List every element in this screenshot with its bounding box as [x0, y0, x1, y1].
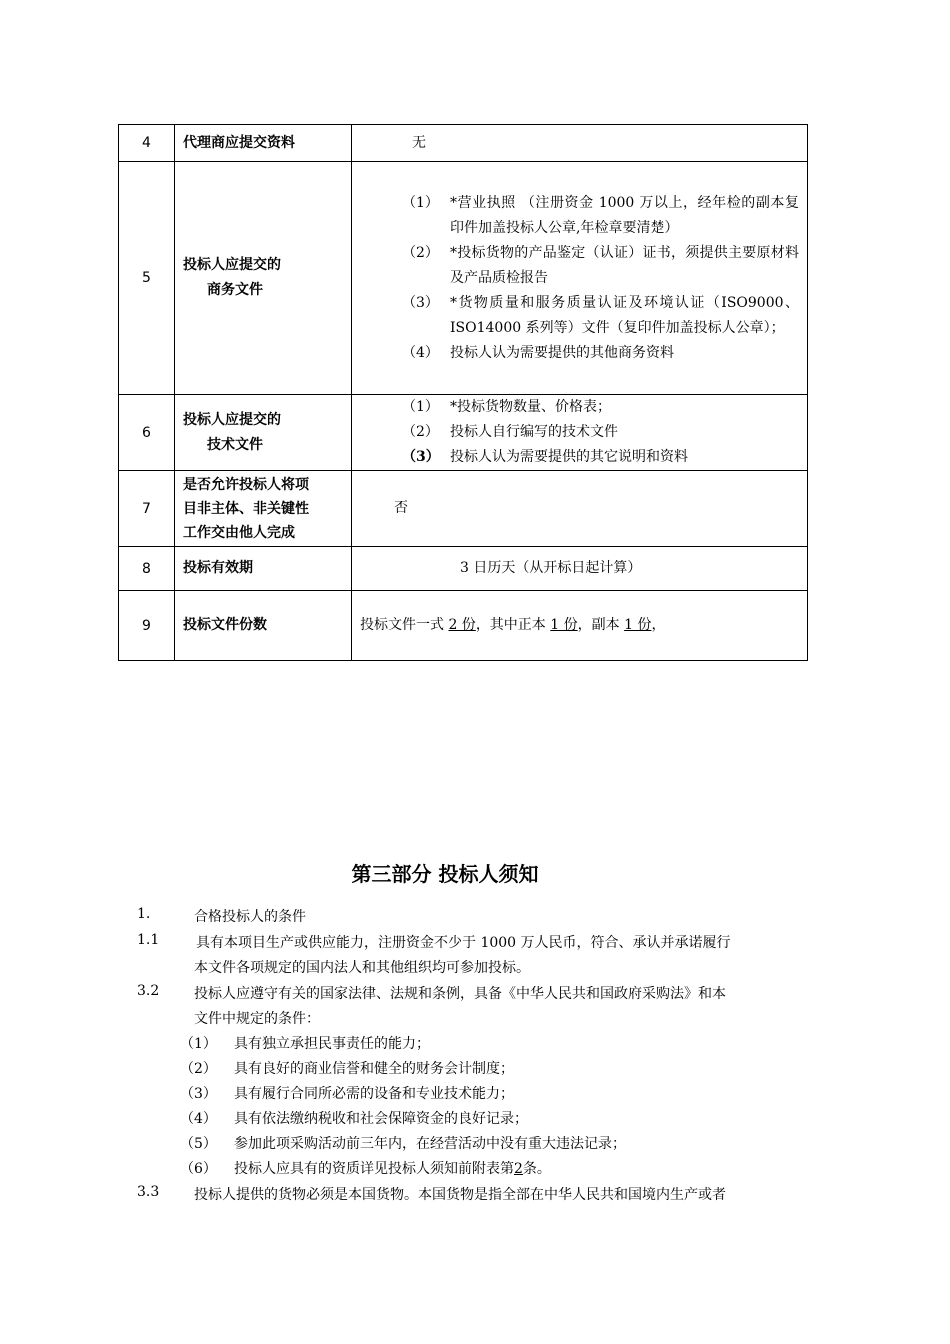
table-row — [119, 547, 808, 591]
table-row — [119, 591, 808, 661]
row-number: 8 — [119, 547, 175, 591]
list-item-mark: （6） — [180, 1161, 217, 1177]
row-number: 6 — [119, 395, 175, 471]
row-number: 7 — [119, 471, 175, 547]
list-item: 投标人应具有的资质详见投标人须知前附表第2条。 — [234, 1161, 551, 1177]
para-text: 投标人应遵守有关的国家法律、法规和条例，具备《中华人民共和国政府采购法》和本 — [194, 986, 726, 1002]
row-value: 3 日历天（从开标日起计算） — [352, 547, 808, 591]
list-item-mark: （2） — [180, 1061, 217, 1077]
para-text: 具有本项目生产或供应能力，注册资金不少于 1000 万人民币，符合、承认并承诺履行 — [196, 935, 731, 951]
para-number: 3.3 — [137, 1184, 160, 1200]
list-item: 具有独立承担民事责任的能力； — [234, 1036, 430, 1052]
row-number: 9 — [119, 591, 175, 661]
list-item: 具有依法缴纳税收和社会保障资金的良好记录； — [234, 1111, 528, 1127]
para-text: 投标人提供的货物必须是本国货物。本国货物是指全部在中华人民共和国境内生产或者 — [194, 1187, 726, 1203]
table-row — [119, 471, 808, 547]
list-item: 参加此项采购活动前三年内，在经营活动中没有重大违法记录； — [234, 1136, 626, 1152]
list-item: （1） *投标货物数量、价格表； — [402, 399, 611, 415]
row-label: 投标有效期 — [175, 547, 352, 591]
row-label: 投标人应提交的 技术文件 — [175, 395, 352, 471]
table-row — [119, 395, 808, 471]
row-value: 无 — [352, 125, 808, 162]
para-number: 1. — [137, 906, 151, 922]
row-value — [352, 162, 808, 395]
row-value: 否 — [352, 471, 808, 547]
list-item: （4） 投标人认为需要提供的其他商务资料 — [402, 344, 674, 361]
requirements-table — [118, 124, 808, 661]
row-number: 5 — [119, 162, 175, 395]
list-item: （2） 投标人自行编写的技术文件 — [402, 424, 618, 440]
list-item: （3） 投标人认为需要提供的其它说明和资料 — [402, 449, 688, 465]
para-text: 文件中规定的条件： — [194, 1011, 320, 1027]
list-item: （1） *营业执照 （注册资金 1000 万以上，经年检的副本复印件加盖投标人公章,年检章要清楚） — [402, 194, 799, 236]
para-text: 合格投标人的条件 — [194, 909, 306, 925]
para-number: 3.2 — [137, 983, 160, 999]
row-number: 4 — [119, 125, 175, 162]
row-value — [352, 395, 808, 471]
list-item: 具有履行合同所必需的设备和专业技术能力； — [234, 1086, 514, 1102]
para-number: 1.1 — [137, 932, 160, 948]
list-item: （2） *投标货物的产品鉴定（认证）证书，须提供主要原材料及产品质检报告 — [402, 244, 799, 286]
list-item: 具有良好的商业信誉和健全的财务会计制度； — [234, 1061, 514, 1077]
list-item-mark: （5） — [180, 1136, 217, 1152]
list-item: （3） *货物质量和服务质量认证及环境认证（ISO9000、ISO14000 系列等）文件（复印件加盖投标人公章）； — [402, 294, 799, 336]
list-item-mark: （1） — [180, 1036, 217, 1052]
row-label: 投标人应提交的 商务文件 — [175, 162, 352, 395]
row-label: 是否允许投标人将项 目非主体、非关键性 工作交由他人完成 — [175, 471, 352, 547]
table-row — [119, 162, 808, 395]
para-text: 本文件各项规定的国内法人和其他组织均可参加投标。 — [194, 960, 530, 976]
list-item-mark: （3） — [180, 1086, 217, 1102]
section-title: 第三部分 投标人须知 — [351, 862, 539, 886]
row-label: 投标文件份数 — [175, 591, 352, 661]
row-label: 代理商应提交资料 — [175, 125, 352, 162]
list-item-mark: （4） — [180, 1111, 217, 1127]
row-value: 投标文件一式 2 份，其中正本 1 份，副本 1 份， — [352, 591, 808, 661]
table-row — [119, 125, 808, 162]
